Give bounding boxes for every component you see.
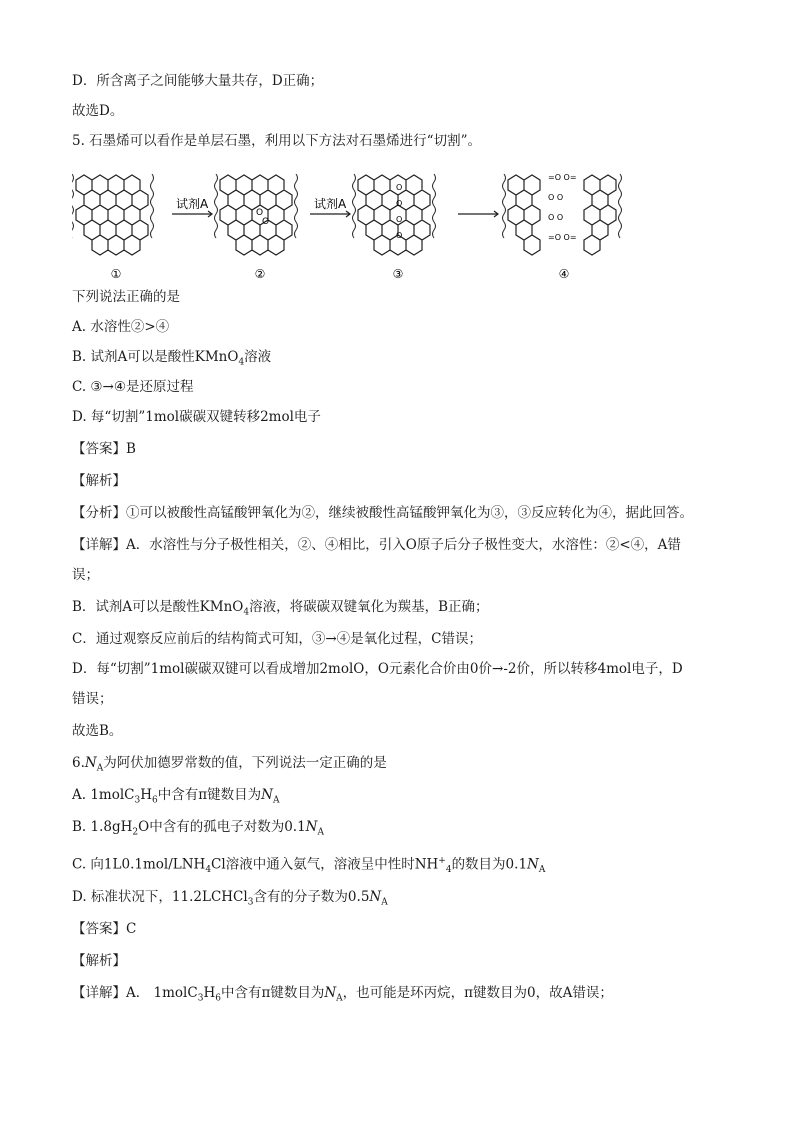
answer-5: 【答案】B	[72, 441, 136, 457]
svg-text:O: O	[396, 231, 403, 240]
q5-option-d: D. 每“切割”1mol碳碳双键转移2mol电子	[72, 409, 321, 425]
structure-2	[215, 174, 298, 255]
svg-text:O: O	[256, 208, 264, 218]
detail-5-a-line2: 误；	[72, 567, 99, 583]
q6-option-b: B. $1.8gH_2O$中含有的孤电子对数为$0.1N_A$	[72, 819, 324, 838]
q5-option-c: C. ③→④是还原过程	[72, 379, 194, 395]
svg-text:=O O=: =O O=	[548, 173, 577, 182]
svg-text:O: O	[262, 217, 270, 227]
analysis-5-summary: 【分析】①可以被酸性高锰酸钾氧化为②，继续被酸性高锰酸钾氧化为③，③反应转化为④，据此回答。	[72, 505, 693, 521]
detail-6-a: 【详解】A． $1molC_3H_6$中含有π键数目为$N_A$，也可能是环丙烷，π键数目为0，故A错误；	[72, 985, 613, 1004]
svg-text:O O: O O	[548, 193, 564, 202]
svg-text:O O: O O	[548, 213, 564, 222]
choose-b: 故选B。	[72, 723, 123, 739]
reagent-1-label: 试剂A	[176, 197, 209, 211]
question-6-title: $6.N_A$为阿伏加德罗常数的值，下列说法一定正确的是	[72, 755, 387, 774]
graphene-cutting-figure	[72, 166, 632, 284]
detail-5-a-line1: 【详解】A．水溶性与分子极性相关，②、④相比，引入O原子后分子极性变大，水溶性：②<④，A错	[72, 537, 681, 553]
q5-option-b: B. 试剂A可以是酸性KMnO$_4$溶液	[72, 349, 272, 368]
structure-3	[353, 174, 436, 255]
svg-text:=O O=: =O O=	[548, 233, 577, 242]
detail-5-d-line2: 错误；	[72, 691, 113, 707]
q6-option-a: A. $1molC_3H_6$中含有π键数目为$N_A$	[72, 787, 280, 806]
svg-text:O: O	[396, 215, 403, 224]
structure-4	[503, 173, 622, 255]
label-4: ④	[558, 267, 570, 281]
structure-1	[72, 174, 154, 255]
analysis-6-heading: 【解析】	[72, 953, 126, 969]
reagent-2-label: 试剂A	[314, 197, 347, 211]
detail-5-b: B．试剂A可以是酸性KMnO$_4$溶液，将碳碳双键氧化为羰基，B正确；	[72, 599, 489, 618]
label-3: ③	[392, 267, 404, 281]
q5-option-a: A. 水溶性②>④	[72, 319, 170, 335]
detail-5-c: C．通过观察反应前后的结构简式可知，③→④是氧化过程，C错误；	[72, 631, 482, 647]
question-5-stem: 下列说法正确的是	[72, 289, 180, 305]
option-d-conclusion: D．所含离子之间能够大量共存，D正确；	[72, 73, 324, 89]
answer-6: 【答案】C	[72, 921, 137, 937]
analysis-5-heading: 【解析】	[72, 473, 126, 489]
q6-option-d: D. 标准状况下，11.2LCHCl$_3$含有的分子数为$0.5N_A$	[72, 889, 388, 908]
choose-d: 故选D。	[72, 103, 124, 119]
svg-text:O: O	[396, 183, 403, 192]
label-1: ①	[110, 267, 122, 281]
detail-5-d-line1: D．每“切割”1mol碳碳双键可以看成增加2molO，O元素化合价由0价→-2价，所以转移4mol电子，D	[72, 661, 683, 677]
svg-text:O: O	[396, 199, 403, 208]
q6-option-c: C. 向$1L0.1mol/LNH_4Cl$溶液中通入氨气，溶液呈中性时$NH^+_4$的数目为$0.1N_A$	[72, 856, 546, 876]
question-5-title: 5. 石墨烯可以看作是单层石墨，利用以下方法对石墨烯进行“切割”。	[72, 133, 481, 149]
label-2: ②	[254, 267, 266, 281]
